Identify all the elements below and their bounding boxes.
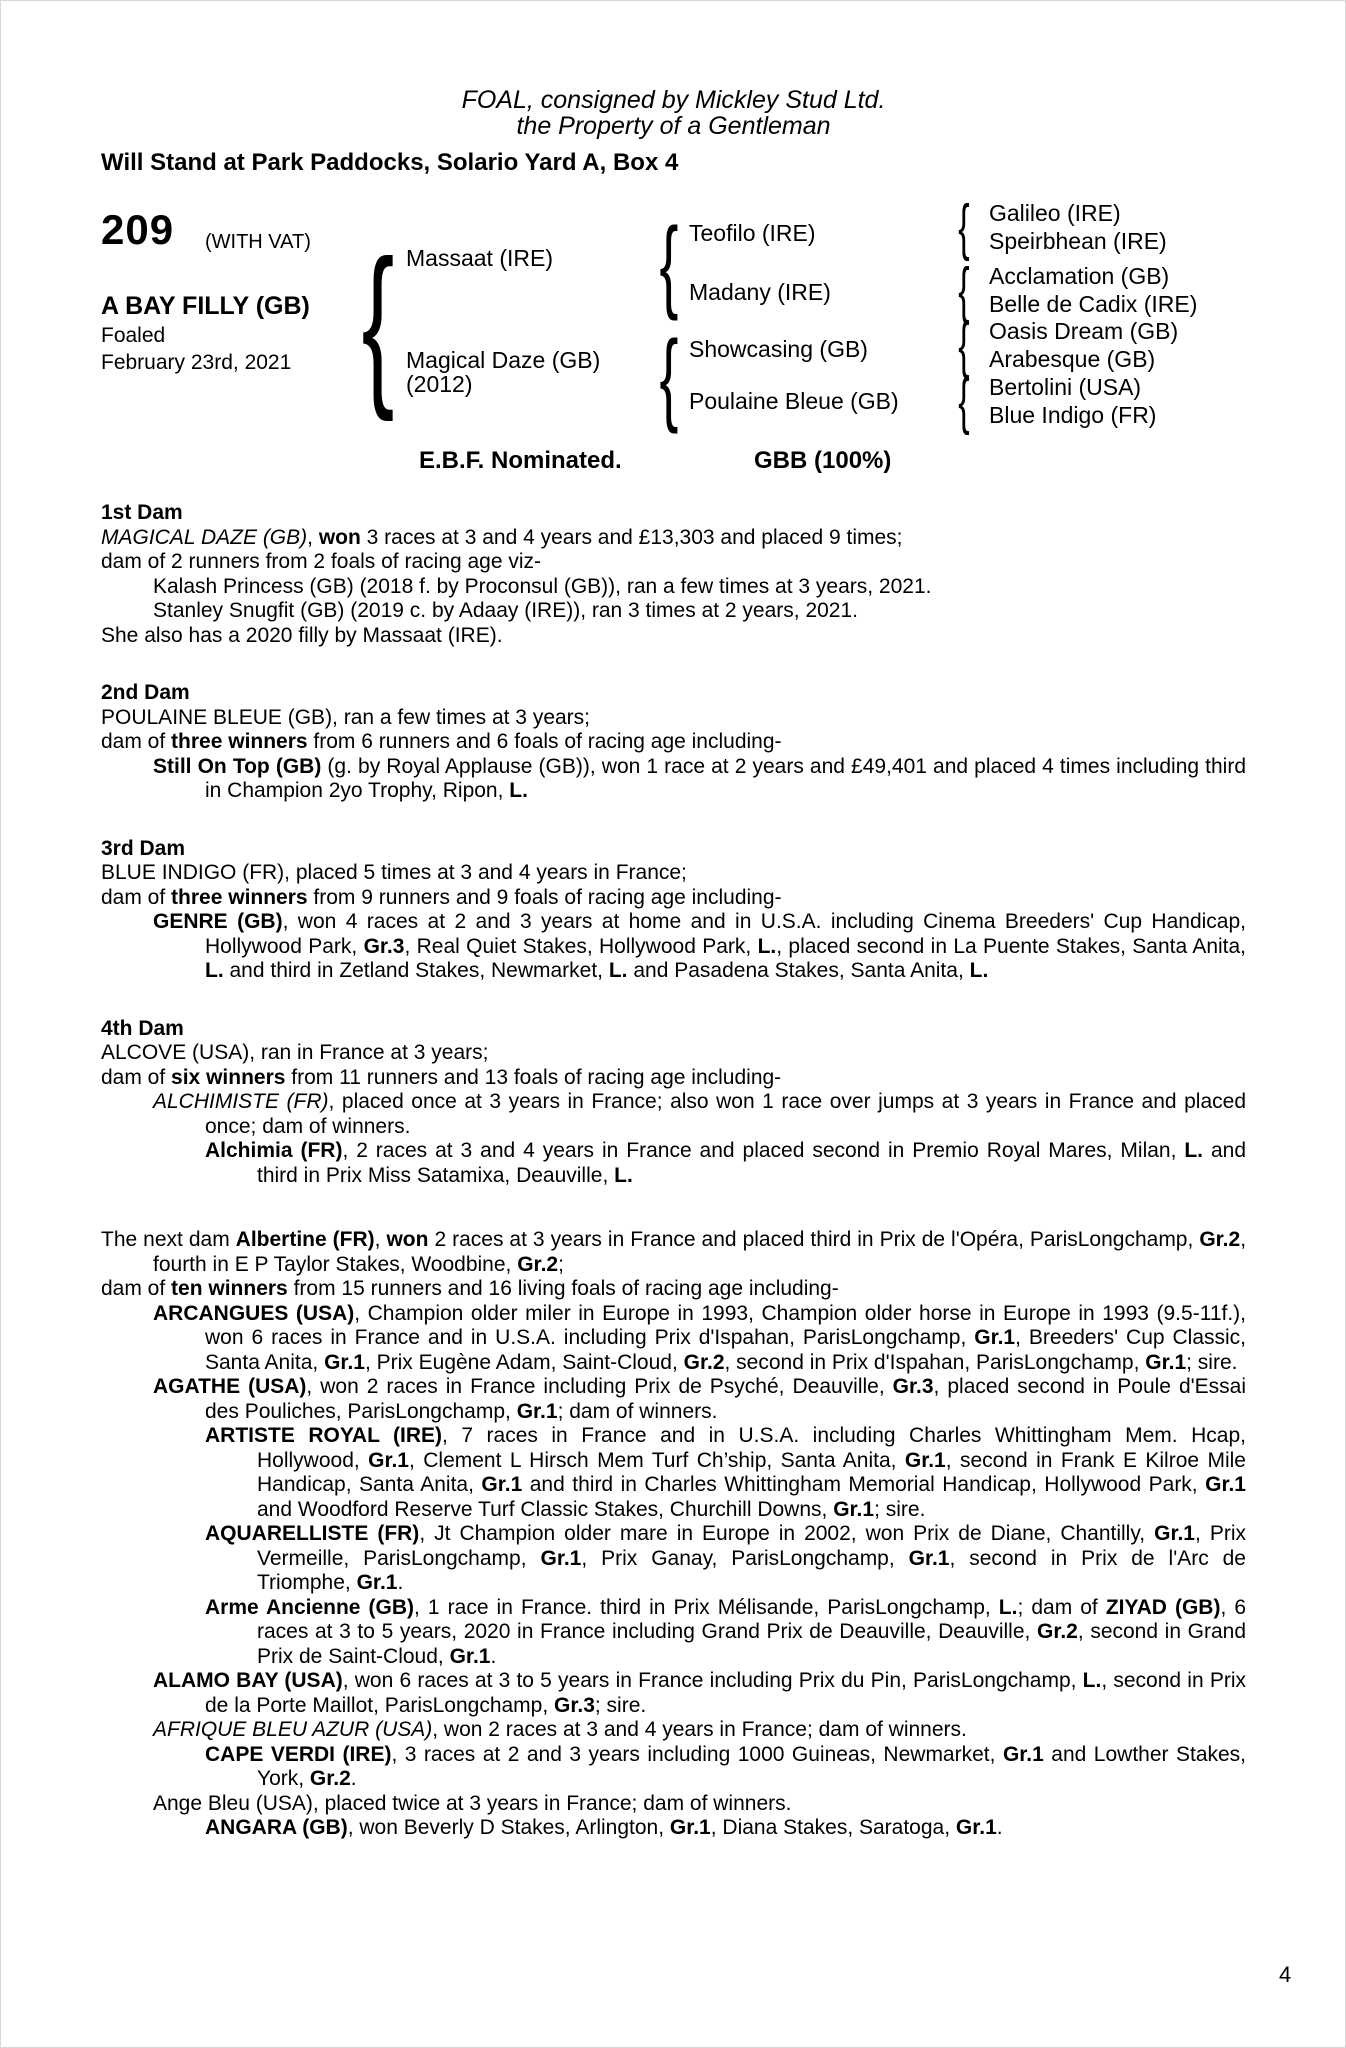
text-run: Gr.1 bbox=[669, 1816, 711, 1839]
text-run: , won 2 races at 3 and 4 years in France; dam of winners. bbox=[432, 1718, 967, 1741]
text-run: from 9 runners and 9 foals of racing age including- bbox=[307, 885, 782, 909]
text-run: Gr.1 bbox=[904, 1448, 946, 1472]
horse-name: A BAY FILLY (GB) bbox=[101, 292, 310, 320]
text-run: ; dam of winners. bbox=[557, 1399, 718, 1423]
great-grandparent-name: Belle de Cadix (IRE) bbox=[989, 291, 1198, 317]
text-run: from 6 runners and 6 foals of racing age including- bbox=[307, 730, 782, 753]
catalog-paragraph bbox=[101, 730, 1246, 755]
text-run: Gr.1 bbox=[356, 1571, 398, 1594]
text-run: L. bbox=[205, 959, 224, 982]
great-grandparent-name: Blue Indigo (FR) bbox=[989, 402, 1157, 428]
text-run: ; bbox=[558, 1252, 564, 1276]
text-run: and third in Prix Miss Satamixa, Deauville, bbox=[257, 1139, 1246, 1187]
text-run: , placed once at 3 years in France; also won 1 race over jumps at 3 years in France and placed once; dam of winners. bbox=[205, 1090, 1246, 1138]
great-grandparent-name: Speirbhean (IRE) bbox=[989, 228, 1167, 254]
catalog-paragraph bbox=[101, 1090, 1246, 1139]
text-run: , Champion older miler in Europe in 1993, Champion older horse in Europe in 1993 (9.5-11f.), won 6 races in France and in U.S.A. including Prix d'Ispahan, ParisLongchamp, bbox=[205, 1301, 1246, 1349]
catalog-paragraph bbox=[101, 1743, 1246, 1792]
text-run: GENRE (GB) bbox=[153, 910, 283, 933]
text-run: and Lowther Stakes, York, bbox=[257, 1742, 1247, 1790]
dam-foaling-year: (2012) bbox=[406, 371, 473, 397]
text-run: Gr.1 bbox=[1154, 1522, 1195, 1545]
dam-section bbox=[101, 1017, 1246, 1189]
text-run: , placed second in Poule d'Essai des Pouliches, ParisLongchamp, bbox=[205, 1375, 1246, 1423]
text-run: Gr.1 bbox=[368, 1448, 409, 1472]
text-run: ARTISTE ROYAL (IRE) bbox=[205, 1424, 443, 1447]
text-run: L. bbox=[608, 959, 628, 982]
text-run: . bbox=[996, 1816, 1003, 1839]
vat-note: (WITH VAT) bbox=[205, 231, 311, 253]
text-run: AFRIQUE BLEU AZUR (USA) bbox=[153, 1718, 433, 1741]
text-run: L. bbox=[1082, 1669, 1102, 1692]
catalog-paragraph bbox=[101, 1066, 1246, 1091]
pedigree-brace: { bbox=[659, 319, 679, 434]
text-run: ALAMO BAY (USA) bbox=[153, 1669, 343, 1692]
dam-sections bbox=[101, 501, 1246, 1841]
text-run: Ange Bleu (USA), placed twice at 3 years in France; dam of winners. bbox=[153, 1791, 792, 1815]
text-run: AGATHE (USA) bbox=[153, 1375, 307, 1398]
dam-dam-name: Poulaine Bleue (GB) bbox=[689, 388, 899, 414]
text-run: , Diana Stakes, Saratoga, bbox=[710, 1816, 956, 1839]
pedigree-brace: { bbox=[659, 206, 679, 321]
catalog-paragraph bbox=[101, 1424, 1246, 1522]
pedigree-brace: { bbox=[958, 256, 970, 325]
catalog-paragraph bbox=[101, 1816, 1246, 1841]
text-run: ZIYAD (GB) bbox=[1105, 1595, 1221, 1619]
text-run: , second in Grand Prix de Saint-Cloud, bbox=[257, 1620, 1247, 1668]
text-run: Kalash Princess (GB) (2018 f. by Proconsul (GB)), ran a few times at 3 years, 2021. bbox=[153, 574, 932, 598]
gbb-note: GBB (100%) bbox=[754, 447, 892, 474]
text-run: AQUARELLISTE (FR) bbox=[205, 1522, 420, 1545]
text-run: dam of bbox=[101, 730, 172, 753]
great-grandparent-name: Acclamation (GB) bbox=[989, 263, 1170, 289]
catalog-paragraph bbox=[101, 755, 1246, 804]
text-run: ANGARA (GB) bbox=[205, 1816, 348, 1839]
text-run: dam of bbox=[101, 1277, 172, 1300]
text-run: (g. by Royal Applause (GB)), won 1 race at 2 years and £49,401 and placed 4 times including third in Champion 2yo Trophy, Ripon, bbox=[205, 754, 1246, 802]
pedigree-brace: { bbox=[958, 367, 970, 436]
text-run: ARCANGUES (USA) bbox=[153, 1301, 355, 1325]
sire-sire-name: Teofilo (IRE) bbox=[689, 220, 816, 246]
text-run: She also has a 2020 filly by Massaat (IRE). bbox=[101, 623, 503, 647]
text-run: Gr.2 bbox=[517, 1252, 559, 1276]
text-run: Still On Top (GB) bbox=[153, 754, 322, 778]
text-run: 2 races at 3 years in France and placed third in Prix de l'Opéra, ParisLongchamp, bbox=[428, 1228, 1200, 1251]
text-run: , 1 race in France. third in Prix Mélisande, ParisLongchamp, bbox=[414, 1595, 999, 1619]
text-run: Gr.1 bbox=[516, 1399, 558, 1423]
text-run: L. bbox=[757, 934, 777, 958]
text-run: CAPE VERDI (IRE) bbox=[205, 1742, 392, 1766]
consignment-line-1: FOAL, consigned by Mickley Stud Ltd. bbox=[461, 86, 886, 114]
catalog-paragraph bbox=[101, 575, 1246, 600]
stand-line: Will Stand at Park Paddocks, Solario Yard A, Box 4 bbox=[101, 149, 679, 176]
text-run: Arme Ancienne (GB) bbox=[205, 1595, 415, 1619]
catalog-paragraph bbox=[101, 1792, 1246, 1817]
text-run: ; sire. bbox=[594, 1693, 647, 1717]
text-run: . bbox=[397, 1571, 404, 1594]
text-run: . bbox=[490, 1644, 497, 1668]
text-run: Stanley Snugfit (GB) (2019 c. by Adaay (IRE)), ran 3 times at 2 years, 2021. bbox=[153, 599, 858, 622]
text-run: dam of 2 runners from 2 foals of racing age viz- bbox=[101, 550, 542, 573]
catalog-paragraph bbox=[101, 861, 1246, 886]
text-run: Gr.2 bbox=[309, 1767, 351, 1790]
text-run: Gr.1 bbox=[908, 1546, 950, 1570]
text-run: Gr.1 bbox=[324, 1350, 365, 1374]
catalog-paragraph bbox=[101, 910, 1246, 984]
text-run: Gr.1 bbox=[955, 1816, 997, 1839]
catalog-paragraph bbox=[101, 886, 1246, 911]
dam-heading: 1st Dam bbox=[101, 501, 183, 524]
text-run: dam of bbox=[101, 1065, 172, 1089]
text-run: , Jt Champion older mare in Europe in 2002, won Prix de Diane, Chantilly, bbox=[419, 1522, 1155, 1545]
text-run: , 7 races in France and in U.S.A. including Charles Whittingham Mem. Hcap, Hollywood, bbox=[257, 1424, 1246, 1472]
text-run: Gr.1 bbox=[974, 1326, 1016, 1349]
text-run: , Prix Vermeille, ParisLongchamp, bbox=[257, 1522, 1246, 1570]
text-run: L. bbox=[998, 1595, 1018, 1619]
text-run: ALCOVE (USA), ran in France at 3 years; bbox=[101, 1041, 489, 1064]
lot-number: 209 bbox=[101, 206, 175, 253]
catalog-paragraph bbox=[101, 1139, 1246, 1188]
sire-dam-name: Madany (IRE) bbox=[689, 279, 831, 305]
text-run: , Prix Eugène Adam, Saint-Cloud, bbox=[364, 1350, 684, 1374]
dam-section bbox=[101, 1228, 1246, 1841]
text-run: Albertine (FR) bbox=[235, 1228, 375, 1251]
catalog-paragraph bbox=[101, 1522, 1246, 1596]
foaled-date: February 23rd, 2021 bbox=[101, 351, 292, 374]
catalog-paragraph bbox=[101, 1277, 1246, 1302]
great-grandparent-name: Oasis Dream (GB) bbox=[989, 318, 1179, 344]
pedigree-brace: { bbox=[958, 311, 970, 380]
text-run: , placed second in La Puente Stakes, Santa Anita, bbox=[776, 934, 1247, 958]
text-run: ALCHIMISTE (FR) bbox=[153, 1090, 329, 1113]
catalog-paragraph bbox=[101, 624, 1246, 649]
text-run: , 3 races at 2 and 3 years including 1000 Guineas, Newmarket, bbox=[391, 1742, 1003, 1766]
catalog-paragraph bbox=[101, 1718, 1246, 1743]
dam-name: Magical Daze (GB) bbox=[406, 347, 601, 373]
text-run: Gr.1 bbox=[1205, 1473, 1246, 1496]
consignment-line-2: the Property of a Gentleman bbox=[516, 112, 831, 140]
text-run: Gr.3 bbox=[363, 934, 405, 958]
text-run: , 6 races at 3 to 5 years, 2020 in France including Grand Prix de Deauville, Deauville, bbox=[257, 1595, 1247, 1643]
page-number: 4 bbox=[1279, 1962, 1292, 1987]
dam-heading: 4th Dam bbox=[101, 1016, 184, 1040]
pedigree-brace: { bbox=[361, 223, 395, 422]
foaled-label: Foaled bbox=[101, 324, 166, 347]
text-run: Gr.1 bbox=[449, 1644, 491, 1668]
text-run: and Woodford Reserve Turf Classic Stakes, Churchill Downs, bbox=[257, 1497, 834, 1521]
text-run: , Prix Ganay, ParisLongchamp, bbox=[581, 1546, 909, 1570]
text-run: L. bbox=[614, 1163, 633, 1187]
catalog-paragraph bbox=[101, 1302, 1246, 1376]
text-run: three winners bbox=[171, 885, 308, 909]
text-run: MAGICAL DAZE (GB) bbox=[101, 525, 308, 549]
text-run: , won Beverly D Stakes, Arlington, bbox=[347, 1816, 670, 1839]
catalog-paragraph bbox=[101, 1228, 1246, 1277]
text-run: , won 6 races at 3 to 5 years in France including Prix du Pin, ParisLongchamp, bbox=[342, 1669, 1083, 1692]
pedigree-brace: { bbox=[958, 193, 970, 262]
dam-heading: 2nd Dam bbox=[101, 681, 190, 704]
text-run: , bbox=[307, 525, 319, 549]
text-run: The next dam bbox=[101, 1228, 236, 1251]
text-run: , fourth in E P Taylor Stakes, Woodbine, bbox=[153, 1228, 1247, 1276]
text-run: , won 4 races at 2 and 3 years at home and in U.S.A. including Cinema Breeders' Cup Handicap, Hollywood Park, bbox=[205, 910, 1246, 958]
text-run: Alchimia (FR) bbox=[205, 1139, 343, 1162]
text-run: Gr.3 bbox=[892, 1375, 934, 1398]
text-run: , 2 races at 3 and 4 years in France and placed second in Premio Royal Mares, Milan, bbox=[342, 1139, 1185, 1162]
text-run: three winners bbox=[171, 730, 308, 753]
text-run: , Clement L Hirsch Mem Turf Ch’ship, Santa Anita, bbox=[409, 1448, 905, 1472]
text-run: Gr.2 bbox=[1036, 1620, 1078, 1643]
text-run: won bbox=[318, 525, 361, 549]
text-run: L. bbox=[509, 779, 528, 802]
text-run: ; dam of bbox=[1017, 1595, 1106, 1619]
catalog-paragraph bbox=[101, 550, 1246, 575]
text-run: ten winners bbox=[171, 1277, 288, 1300]
dam-section bbox=[101, 837, 1246, 984]
text-run: , won 2 races in France including Prix de Psyché, Deauville, bbox=[306, 1375, 893, 1398]
text-run: and third in Zetland Stakes, Newmarket, bbox=[223, 959, 609, 982]
text-run: POULAINE BLEUE (GB), ran a few times at 3 years; bbox=[101, 705, 590, 729]
text-run: and Pasadena Stakes, Santa Anita, bbox=[627, 959, 970, 982]
great-grandparent-name: Arabesque (GB) bbox=[989, 346, 1156, 372]
dam-section bbox=[101, 681, 1246, 804]
text-run: Gr.1 bbox=[833, 1497, 875, 1521]
catalog-paragraph bbox=[101, 526, 1246, 551]
text-run: Gr.1 bbox=[1002, 1742, 1044, 1766]
dam-heading: 3rd Dam bbox=[101, 836, 186, 860]
text-run: Gr.2 bbox=[1199, 1228, 1241, 1251]
catalog-paragraph bbox=[101, 1596, 1246, 1670]
text-run: Gr.1 bbox=[481, 1473, 523, 1496]
text-run: and third in Charles Whittingham Memorial Handicap, Hollywood Park, bbox=[522, 1473, 1206, 1496]
text-run: , second in Prix d'Ispahan, ParisLongchamp, bbox=[724, 1350, 1146, 1374]
catalog-paragraph bbox=[101, 599, 1246, 624]
text-run: Gr.1 bbox=[540, 1546, 582, 1570]
text-run: won bbox=[386, 1228, 429, 1251]
catalog-paragraph bbox=[101, 1669, 1246, 1718]
text-run: Gr.2 bbox=[683, 1350, 725, 1374]
great-grandparent-name: Galileo (IRE) bbox=[989, 200, 1121, 226]
sire-name: Massaat (IRE) bbox=[406, 245, 553, 271]
dam-sire-name: Showcasing (GB) bbox=[689, 336, 868, 362]
text-run: ; sire. bbox=[874, 1497, 926, 1521]
text-run: , Breeders' Cup Classic, Santa Anita, bbox=[205, 1326, 1247, 1374]
text-run: from 15 runners and 16 living foals of racing age including- bbox=[287, 1277, 839, 1300]
text-run: ; sire. bbox=[1186, 1350, 1238, 1374]
text-run: Gr.1 bbox=[1145, 1350, 1187, 1374]
text-run: 3 races at 3 and 4 years and £13,303 and placed 9 times; bbox=[360, 525, 903, 549]
text-run: six winners bbox=[171, 1065, 286, 1089]
text-run: L. bbox=[1184, 1139, 1204, 1162]
text-run: , Real Quiet Stakes, Hollywood Park, bbox=[404, 934, 758, 958]
dam-section bbox=[101, 501, 1246, 648]
catalog-paragraph bbox=[101, 1375, 1246, 1424]
text-run: dam of bbox=[101, 885, 172, 909]
text-run: , bbox=[374, 1228, 387, 1251]
text-run: . bbox=[350, 1767, 357, 1790]
text-run: L. bbox=[969, 959, 989, 982]
great-grandparent-name: Bertolini (USA) bbox=[989, 374, 1142, 400]
catalog-paragraph bbox=[101, 706, 1246, 731]
text-run: , second in Frank E Kilroe Mile Handicap, Santa Anita, bbox=[257, 1448, 1246, 1496]
text-run: , second in Prix de la Porte Maillot, ParisLongchamp, bbox=[205, 1669, 1246, 1717]
text-run: Gr.3 bbox=[554, 1693, 595, 1717]
text-run: BLUE INDIGO (FR), placed 5 times at 3 and 4 years in France; bbox=[101, 861, 687, 884]
text-run: , second in Prix de l'Arc de Triomphe, bbox=[257, 1546, 1246, 1594]
text-run: from 11 runners and 13 foals of racing age including- bbox=[285, 1065, 782, 1089]
ebf-nominated-note: E.B.F. Nominated. bbox=[419, 447, 622, 474]
catalog-paragraph bbox=[101, 1041, 1246, 1066]
